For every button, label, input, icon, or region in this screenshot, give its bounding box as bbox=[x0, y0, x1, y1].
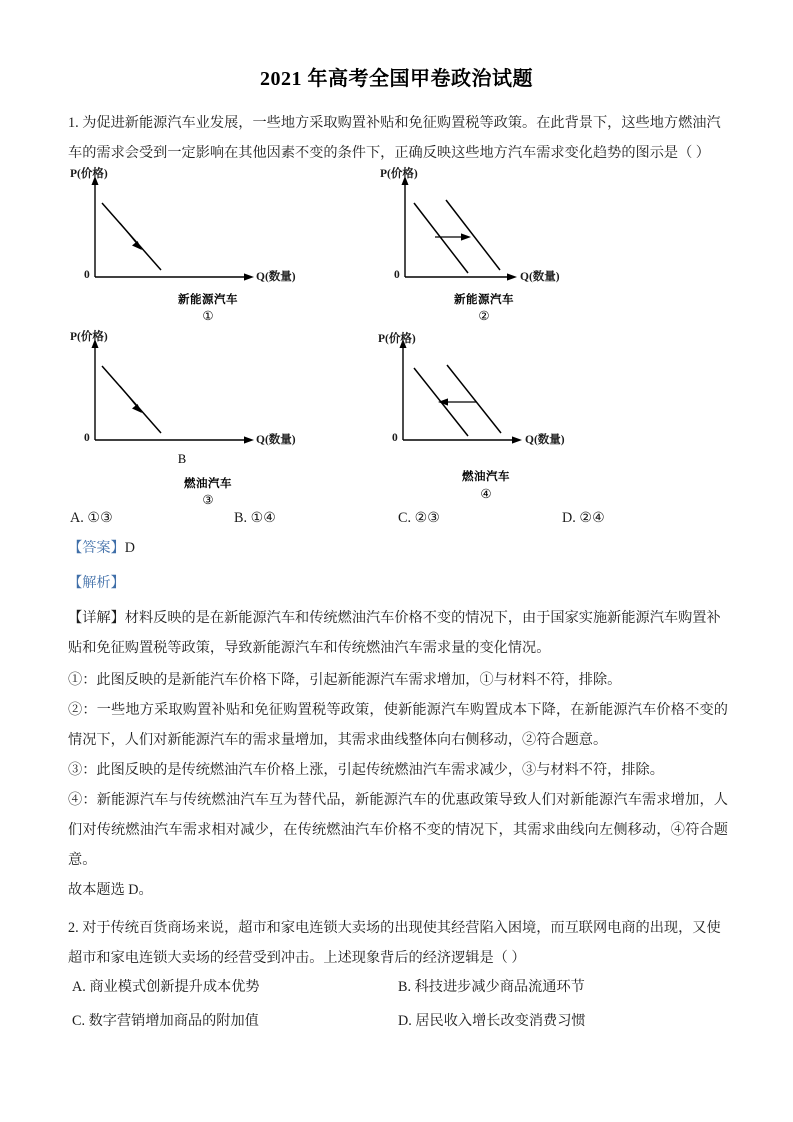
question-1-stem-line-1: 1. 为促进新能源汽车业发展，一些地方采取购置补贴和免征购置税等政策。在此背景下，这些地方燃油汽 bbox=[68, 115, 721, 131]
figure-4-plot bbox=[368, 328, 668, 458]
q2-option-b-key: B. bbox=[398, 979, 412, 995]
question-1-figure-group bbox=[0, 165, 793, 507]
option-b-key: B. bbox=[234, 510, 248, 526]
analysis-point-4 bbox=[68, 785, 728, 875]
analysis-point-1 bbox=[68, 665, 728, 695]
page-title: 2021 年高考全国甲卷政治试题 bbox=[260, 68, 533, 90]
detail-line-2: 贴和免征购置税等政策，导致新能源汽车和传统燃油汽车需求量的变化情况。 bbox=[68, 640, 551, 656]
conclusion-block bbox=[68, 875, 728, 905]
figure-2-plot bbox=[368, 165, 668, 295]
answer-block bbox=[68, 533, 728, 563]
q2-option-d-text: 居民收入增长改变消费习惯 bbox=[415, 1013, 586, 1029]
q2-option-a-key: A. bbox=[72, 979, 86, 995]
figure-4-number: ④ bbox=[480, 487, 492, 501]
origin-label: 0 bbox=[84, 269, 90, 281]
analysis-point-4-text: ④：新能源汽车与传统燃油汽车互为替代品，新能源汽车的优惠政策导致人们对新能源汽车需求增加，人们对传统燃油汽车需求相对减少，在传统燃油汽车价格不变的情况下，其需求曲线向左侧移动，④符合题意。 bbox=[68, 792, 728, 868]
demand-curve-shifted bbox=[446, 200, 500, 270]
detail-block bbox=[68, 603, 728, 663]
q2-option-a-text: 商业模式创新提升成本优势 bbox=[89, 979, 260, 995]
conclusion-text: 故本题选 D。 bbox=[68, 882, 153, 898]
analysis-point-3-text: ③：此图反映的是传统燃油汽车价格上涨，引起传统燃油汽车需求减少，③与材料不符，排除。 bbox=[68, 762, 664, 778]
figure-4 bbox=[368, 328, 668, 501]
option-b-text: ①④ bbox=[250, 510, 277, 526]
figure-1-number: ① bbox=[202, 309, 214, 323]
q2-option-c-key: C. bbox=[72, 1013, 86, 1029]
option-a[interactable] bbox=[70, 503, 113, 533]
figure-2-number: ② bbox=[478, 309, 490, 323]
y-axis-label: P(价格) bbox=[70, 168, 108, 180]
option-c-text: ②③ bbox=[414, 510, 441, 526]
origin-label: 0 bbox=[394, 269, 400, 281]
detail-line-1 bbox=[68, 603, 728, 633]
y-axis-label: P(价格) bbox=[70, 331, 108, 343]
origin-label: 0 bbox=[392, 432, 398, 444]
detail-label: 【详解】 bbox=[68, 610, 125, 626]
detail-line-1-text: 材料反映的是在新能源汽车和传统燃油汽车价格不变的情况下，由于国家实施新能源汽车购置补 bbox=[124, 610, 721, 626]
q2-option-d-key: D. bbox=[398, 1013, 412, 1029]
option-d[interactable] bbox=[562, 503, 605, 533]
q2-option-d[interactable] bbox=[398, 1004, 586, 1038]
analysis-point-3 bbox=[68, 755, 728, 785]
movement-arrowhead bbox=[132, 404, 142, 413]
figure-3-plot bbox=[58, 328, 358, 458]
shift-arrowhead bbox=[461, 233, 471, 240]
x-axis-arrowhead bbox=[507, 273, 517, 280]
question-2-stem bbox=[68, 913, 728, 973]
answer-value: D bbox=[124, 540, 136, 556]
figure-3-extra-label: B bbox=[177, 452, 187, 466]
x-axis-label: Q(数量) bbox=[256, 434, 296, 446]
movement-arrowhead bbox=[132, 241, 142, 250]
analysis-label: 【解析】 bbox=[68, 575, 125, 591]
analysis-point-2 bbox=[68, 695, 728, 755]
x-axis-arrowhead bbox=[244, 436, 254, 443]
question-2-options bbox=[68, 970, 728, 1038]
option-a-key: A. bbox=[70, 510, 84, 526]
figure-1-caption: 新能源汽车 bbox=[178, 294, 238, 306]
figure-1 bbox=[58, 165, 358, 330]
y-axis-label: P(价格) bbox=[378, 333, 416, 345]
q2-option-a[interactable] bbox=[72, 970, 260, 1004]
q2-option-b-text: 科技进步减少商品流通环节 bbox=[414, 979, 585, 995]
question-1-stem-line-2: 车的需求会受到一定影响在其他因素不变的条件下，正确反映这些地方汽车需求变化趋势的图示是（ ） bbox=[68, 145, 710, 161]
question-1-stem bbox=[68, 108, 728, 168]
figure-2 bbox=[368, 165, 668, 330]
analysis-point-2-text: ②：一些地方采取购置补贴和免征购置税等政策，使新能源汽车购置成本下降，在新能源汽车价格不变的情况下，人们对新能源汽车的需求量增加，其需求曲线整体向右侧移动，②符合题意。 bbox=[68, 702, 728, 748]
analysis-block bbox=[68, 568, 728, 598]
option-d-key: D. bbox=[562, 510, 576, 526]
q2-option-c[interactable] bbox=[72, 1004, 259, 1038]
y-axis-label: P(价格) bbox=[380, 168, 418, 180]
option-a-text: ①③ bbox=[87, 510, 113, 526]
figure-4-caption: 燃油汽车 bbox=[462, 471, 510, 483]
x-axis-arrowhead bbox=[244, 273, 254, 280]
x-axis-label: Q(数量) bbox=[525, 434, 565, 446]
option-c-key: C. bbox=[398, 510, 412, 526]
question-2-options-row-1 bbox=[68, 970, 728, 1004]
analysis-point-1-text: ①：此图反映的是新能汽车价格下降，引起新能源汽车需求增加，①与材料不符，排除。 bbox=[68, 672, 622, 688]
x-axis-label: Q(数量) bbox=[520, 271, 560, 283]
figure-3-caption: 燃油汽车 bbox=[184, 478, 232, 490]
figure-1-plot bbox=[58, 165, 358, 295]
question-2-stem-line-1: 2. 对于传统百货商场来说，超市和家电连锁大卖场的出现使其经营陷入困境，而互联网电商的出现，又使 bbox=[68, 920, 721, 936]
movement-arrow bbox=[120, 223, 138, 245]
q2-option-b[interactable] bbox=[398, 970, 585, 1004]
figure-3-number: ③ bbox=[202, 493, 214, 507]
figure-2-caption: 新能源汽车 bbox=[454, 294, 514, 306]
q2-option-c-text: 数字营销增加商品的附加值 bbox=[88, 1013, 259, 1029]
option-c[interactable] bbox=[398, 503, 440, 533]
answer-line bbox=[68, 533, 728, 563]
answer-label: 【答案】 bbox=[68, 540, 125, 556]
question-2-stem-line-2: 超市和家电连锁大卖场的经营受到冲击。上述现象背后的经济逻辑是（ ） bbox=[68, 950, 526, 966]
demand-curve-original bbox=[414, 203, 468, 273]
question-1-options bbox=[68, 503, 728, 533]
figure-3 bbox=[58, 328, 358, 507]
demand-curve-original bbox=[447, 365, 501, 433]
option-b[interactable] bbox=[234, 503, 276, 533]
option-d-text: ②④ bbox=[579, 510, 605, 526]
x-axis-label: Q(数量) bbox=[256, 271, 296, 283]
question-2-options-row-2 bbox=[68, 1004, 728, 1038]
x-axis-arrowhead bbox=[512, 436, 522, 443]
origin-label: 0 bbox=[84, 432, 90, 444]
movement-arrow bbox=[120, 386, 138, 408]
